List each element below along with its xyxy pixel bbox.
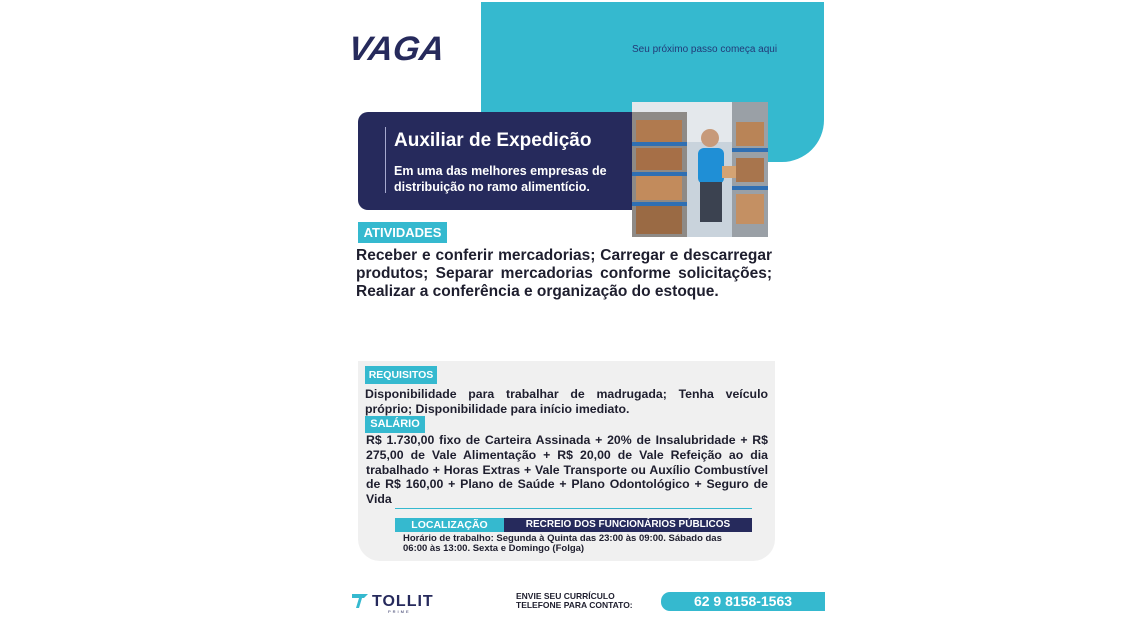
svg-text:VAGA: VAGA [345,30,447,68]
svg-text:TOLLIT: TOLLIT [372,593,434,610]
warehouse-worker-photo [632,102,768,237]
requisitos-label: REQUISITOS [365,366,437,384]
section-divider [395,508,752,509]
send-resume-line: ENVIE SEU CURRÍCULO [516,591,615,601]
tagline: Seu próximo passo começa aqui [632,44,778,55]
tollit-logo-mark-icon [352,594,368,608]
title-accent-bar [385,127,386,193]
contact-phone-line: TELEFONE PARA CONTATO: [516,600,633,610]
tollit-logo [350,588,440,614]
job-title: Auxiliar de Expedição [394,130,592,151]
svg-text:PRIME: PRIME [388,609,411,614]
localizacao-label: LOCALIZAÇÃO [395,518,504,532]
vaga-logo [345,18,447,70]
work-schedule: Horário de trabalho: Segunda à Quinta das 23:00 às 09:00. Sábado das 06:00 às 13:00. Sexta e Domingo (Folga) [403,533,722,554]
job-title-card [358,112,658,210]
localizacao-value: RECREIO DOS FUNCIONÁRIOS PÚBLICOS [504,518,752,532]
atividades-text: Receber e conferir mercadorias; Carregar e descarregar produtos; Separar mercadorias conforme solicitações; Realizar a conferência e organização do estoque. [356,247,772,300]
atividades-label: ATIVIDADES [358,222,447,243]
job-subtitle: Em uma das melhores empresas de distribuição no ramo alimentício. [394,164,607,194]
salario-label: SALÁRIO [365,416,425,433]
send-resume-text [516,592,633,610]
requisitos-text: Disponibilidade para trabalhar de madrugada; Tenha veículo próprio; Disponibilidade para início imediato. [365,387,768,416]
salario-text: R$ 1.730,00 fixo de Carteira Assinada + 20% de Insalubridade + R$ 275,00 de Vale Alimentação + R$ 20,00 de Vale Refeição ao dia trabalhado + Horas Extras + Vale Transporte ou Auxílio Combustível de R$ 160,00 + Plano de Saúde + Plano Odontológico + Seguro de Vida [366,433,768,507]
phone-number: 62 9 8158-1563 [661,592,825,611]
